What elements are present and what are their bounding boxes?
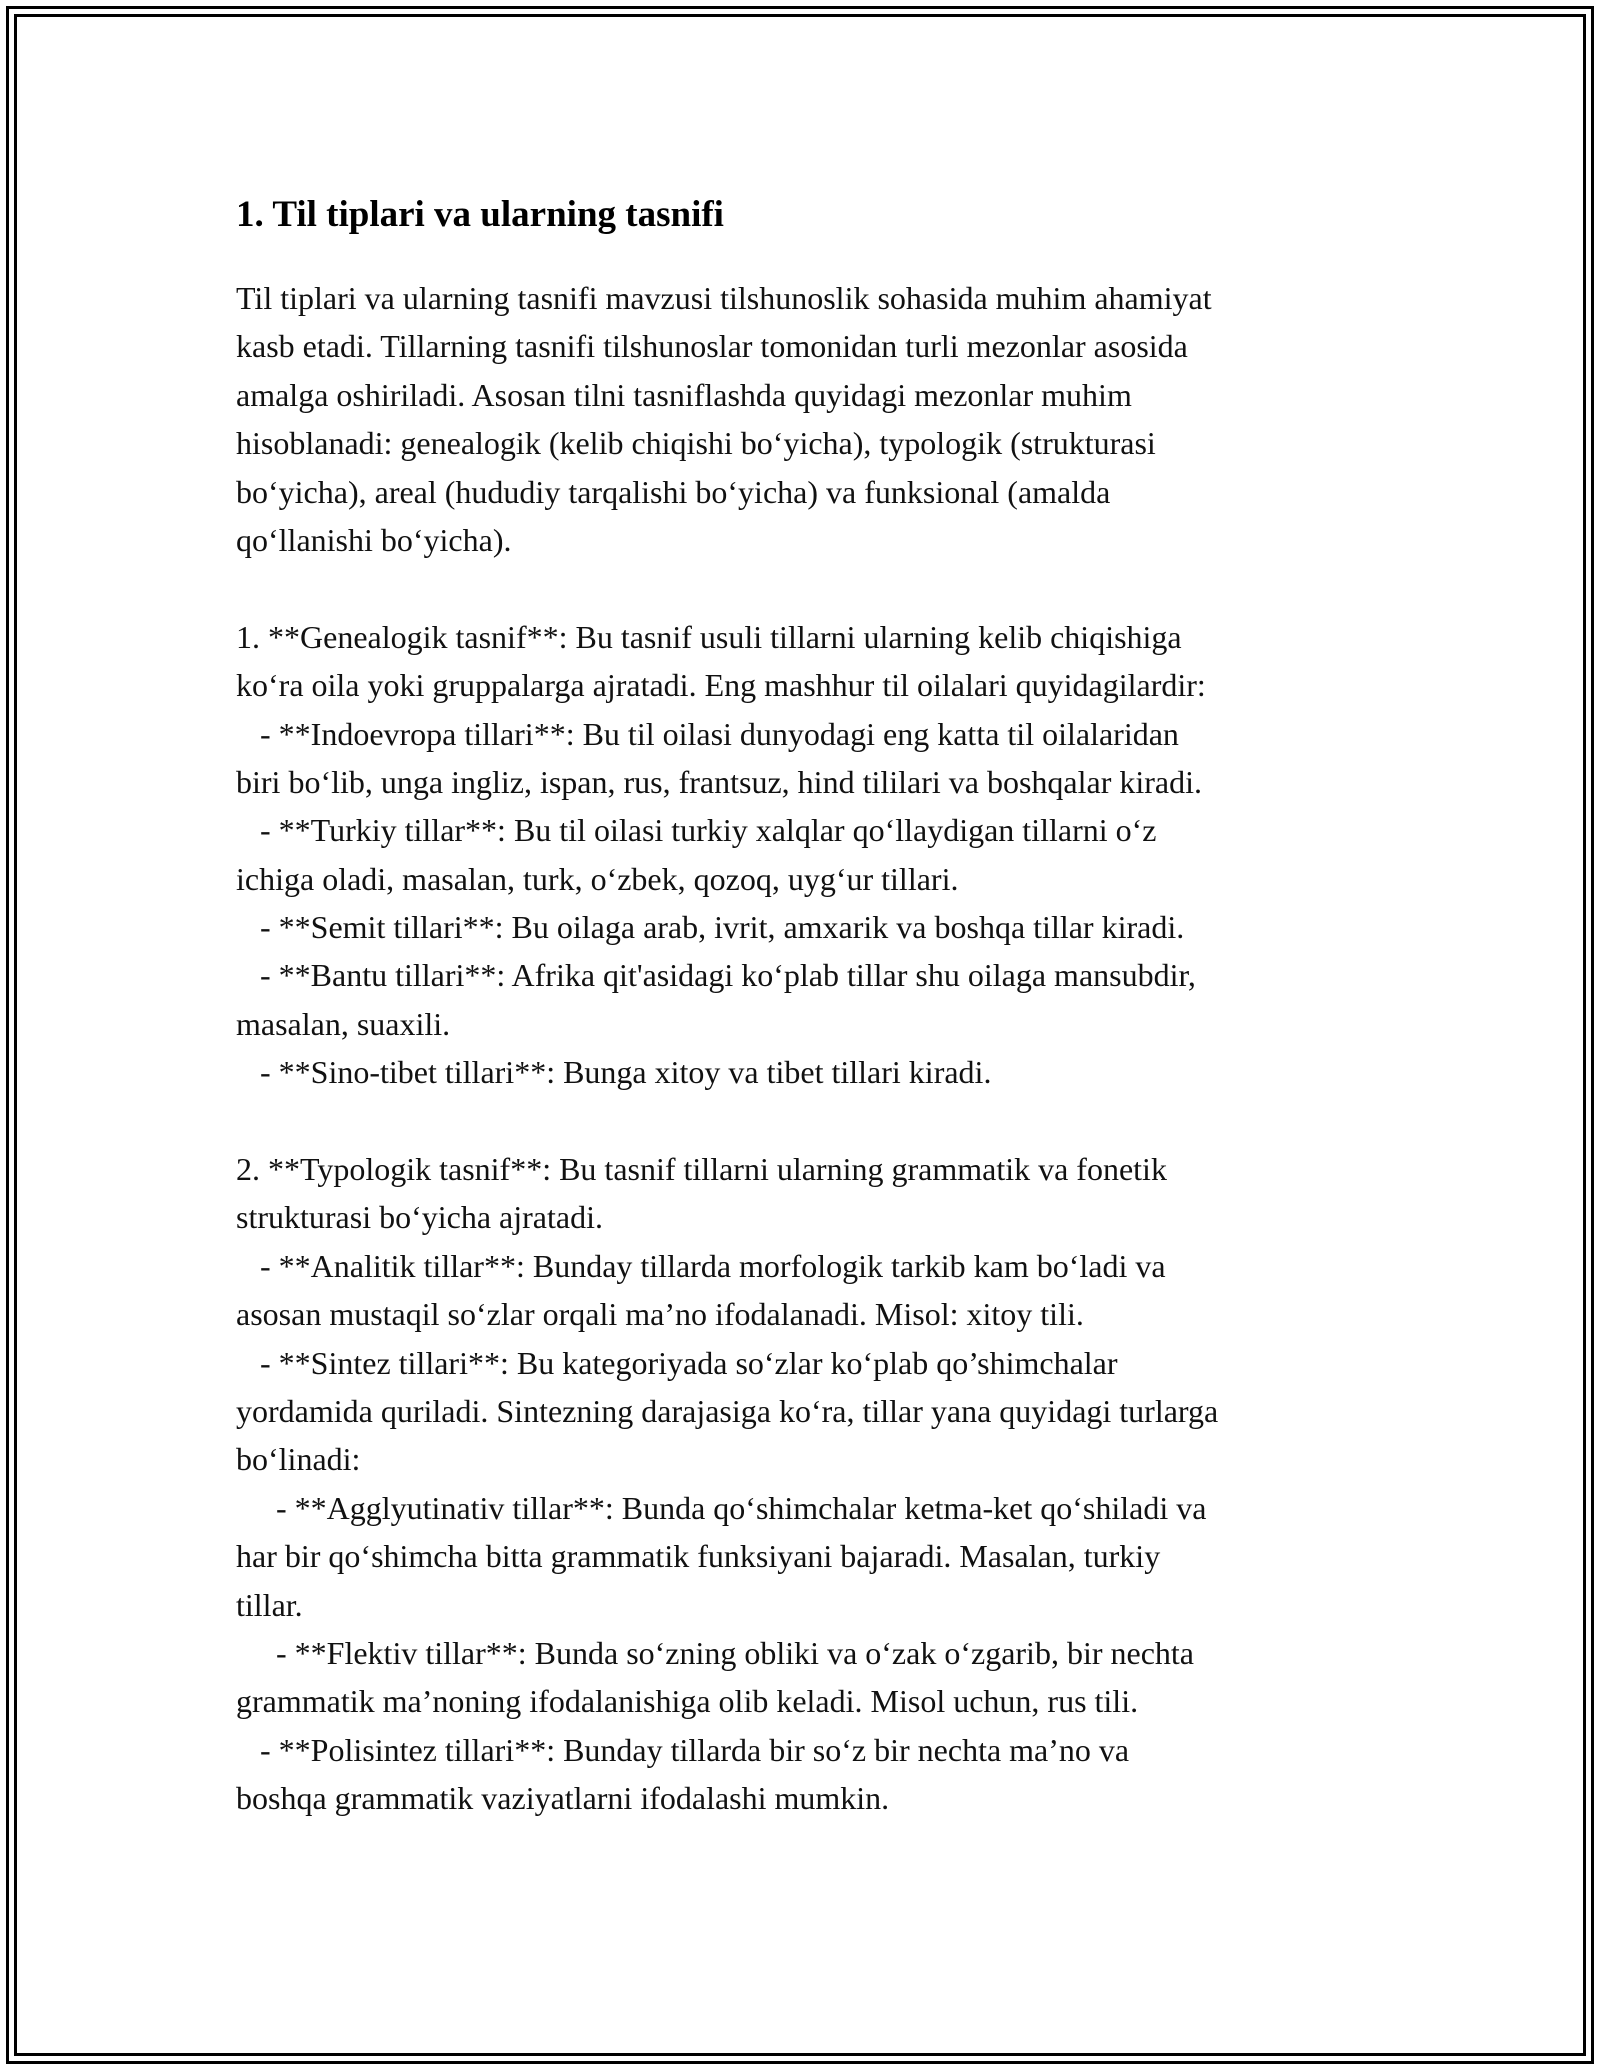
text-line: 2. **Typologik tasnif**: Bu tasnif tillarni ularning grammatik va fonetik <box>236 1151 1167 1188</box>
text-line: asosan mustaqil soʻzlar orqali ma’no ifodalanadi. Misol: xitoy tili. <box>236 1296 1084 1333</box>
text-line: ichiga oladi, masalan, turk, oʻzbek, qozoq, uygʻur tillari. <box>236 860 959 897</box>
text-line: tillar. <box>236 1586 303 1623</box>
list-item: - **Sino-tibet tillari**: Bunga xitoy va tibet tillari kiradi. <box>236 1054 992 1091</box>
text-line: amalga oshiriladi. Asosan tilni tasniflashda quyidagi mezonlar muhim <box>236 376 1132 413</box>
text-line: masalan, suaxili. <box>236 1005 451 1042</box>
intro-paragraph <box>236 274 1386 613</box>
genealogy-section <box>236 613 1386 1145</box>
list-item: - **Sintez tillari**: Bu kategoriyada soʻzlar koʻplab qo’shimchalar <box>236 1344 1118 1381</box>
text-line: Til tiplari va ularning tasnifi mavzusi tilshunoslik sohasida muhim ahamiyat <box>236 280 1212 316</box>
text-line: 1. **Genealogik tasnif**: Bu tasnif usuli tillarni ularning kelib chiqishiga <box>236 618 1182 655</box>
typology-section <box>236 1145 1386 1822</box>
sub-list-item: - **Agglyutinativ tillar**: Bunda qoʻshimchalar ketma-ket qoʻshiladi va <box>236 1489 1207 1526</box>
text-line: hisoblanadi: genealogik (kelib chiqishi boʻyicha), typologik (strukturasi <box>236 425 1156 462</box>
text-line: qoʻllanishi boʻyicha). <box>236 521 512 558</box>
text-line: grammatik ma’noning ifodalanishiga olib keladi. Misol uchun, rus tili. <box>236 1683 1139 1720</box>
document-body <box>236 190 1386 1823</box>
text-line: boshqa grammatik vaziyatlarni ifodalashi mumkin. <box>236 1780 890 1817</box>
text-line: koʻra oila yoki gruppalarga ajratadi. Eng mashhur til oilalari quyidagilardir: <box>236 667 1206 704</box>
list-item: - **Bantu tillari**: Afrika qit'asidagi koʻplab tillar shu oilaga mansubdir, <box>236 957 1196 994</box>
list-item: - **Polisintez tillari**: Bunday tillarda bir soʻz bir nechta ma’no va <box>236 1731 1130 1768</box>
text-line: har bir qoʻshimcha bitta grammatik funksiyani bajaradi. Masalan, turkiy <box>236 1538 1161 1575</box>
list-item: - **Turkiy tillar**: Bu til oilasi turkiy xalqlar qoʻllaydigan tillarni oʻz <box>236 812 1157 849</box>
sub-list-item: - **Flektiv tillar**: Bunda soʻzning obliki va oʻzak oʻzgarib, bir nechta <box>236 1634 1194 1671</box>
blank-line <box>236 1097 1386 1145</box>
text-line: yordamida quriladi. Sintezning darajasiga koʻra, tillar yana quyidagi turlarga <box>236 1392 1219 1429</box>
section-heading: 1. Til tiplari va ularning tasnifi <box>236 194 724 235</box>
list-item: - **Analitik tillar**: Bunday tillarda morfologik tarkib kam boʻladi va <box>236 1247 1166 1284</box>
text-line: boʻlinadi: <box>236 1441 361 1478</box>
text-line: boʻyicha), areal (hududiy tarqalishi boʻyicha) va funksional (amalda <box>236 473 1111 510</box>
text-line: kasb etadi. Tillarning tasnifi tilshunoslar tomonidan turli mezonlar asosida <box>236 328 1188 365</box>
blank-line <box>236 564 1386 612</box>
list-item: - **Semit tillari**: Bu oilaga arab, ivrit, amxarik va boshqa tillar kiradi. <box>236 909 1185 946</box>
list-item: - **Indoevropa tillari**: Bu til oilasi dunyodagi eng katta til oilalaridan <box>236 715 1179 752</box>
text-line: strukturasi boʻyicha ajratadi. <box>236 1199 603 1236</box>
text-line: biri boʻlib, unga ingliz, ispan, rus, frantsuz, hind tililari va boshqalar kiradi. <box>236 763 1203 800</box>
